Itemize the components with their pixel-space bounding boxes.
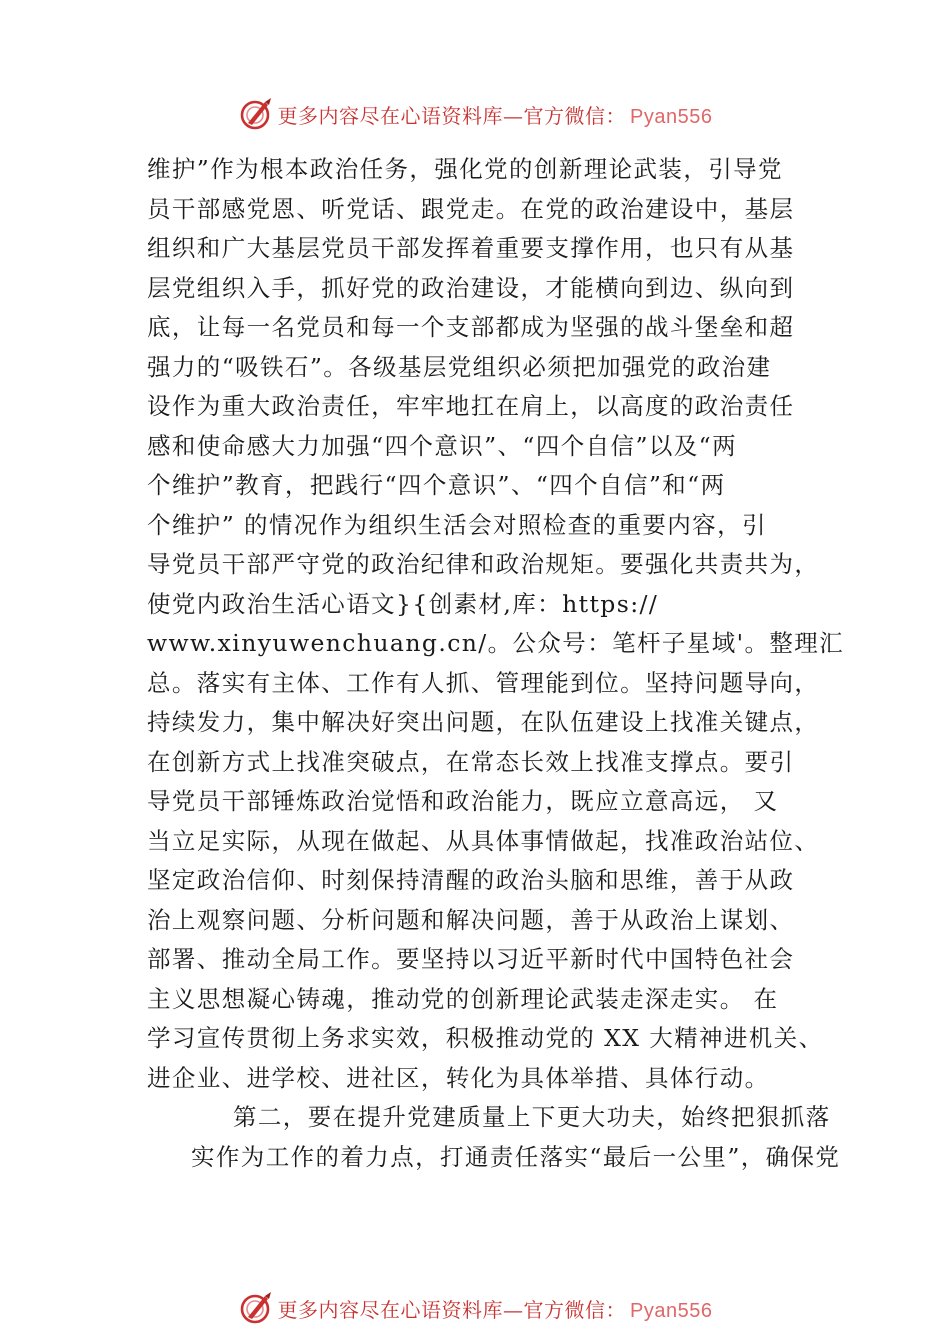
section-heading-line-1: 第二，要在提升党建质量上下更大功夫，始终把狠抓落 — [233, 1103, 831, 1131]
body-line: 维护”作为根本政治任务，强化党的创新理论武装，引导党 — [147, 155, 783, 183]
body-line: 底，让每一名党员和每一个支部都成为坚强的战斗堡垒和超 — [147, 313, 795, 341]
body-line: 持续发力，集中解决好突出问题，在队伍建设上找准关键点， — [147, 708, 820, 736]
body-line: 当立足实际，从现在做起、从具体事情做起，找准政治站位、 — [147, 826, 820, 855]
body-line: 治上观察问题、分析问题和解决问题，善于从政治上谋划、 — [147, 905, 795, 934]
header-banner-text — [278, 100, 713, 129]
quill-seal-icon — [238, 1290, 274, 1326]
header-banner — [0, 94, 950, 134]
body-line: 设作为重大政治责任，牢牢地扛在肩上，以高度的政治责任 — [147, 392, 795, 420]
body-line: 导党员干部锤炼政治觉悟和政治能力，既应立意高远， 又 — [147, 787, 779, 815]
document-body — [147, 150, 845, 1177]
footer-banner — [0, 1288, 950, 1328]
body-line: 强力的“吸铁石”。各级基层党组织必须把加强党的政治建 — [147, 352, 772, 381]
body-line: 组织和广大基层党员干部发挥着重要支撑作用，也只有从基 — [147, 234, 795, 262]
body-line: www.xinyuwenchuang.cn/。公众号：笔杆子星域'。整理汇 — [147, 629, 845, 657]
body-line: 部署、推动全局工作。要坚持以习近平新时代中国特色社会 — [147, 945, 795, 973]
header-banner-label: 更多内容尽在心语资料库—官方微信： — [277, 103, 627, 128]
body-line: 学习宣传贯彻上务求实效，积极推动党的 XX 大精神进机关、 — [147, 1024, 824, 1052]
body-line: 总。落实有主体、工作有人抓、管理能到位。坚持问题导向， — [147, 668, 820, 697]
body-line: 导党员干部严守党的政治纪律和政治规矩。要强化共责共为， — [147, 550, 820, 578]
body-line: 个维护”教育，把践行“四个意识”、“四个自信”和“两 — [147, 471, 726, 499]
footer-banner-text — [278, 1294, 713, 1323]
body-line: 层党组织入手，抓好党的政治建设，才能横向到边、纵向到 — [147, 273, 795, 302]
body-line: 个维护” 的情况作为组织生活会对照检查的重要内容，引 — [147, 510, 767, 539]
header-wechat-id: Pyan556 — [630, 105, 713, 128]
body-line: 在创新方式上找准突破点，在常态长效上找准支撑点。要引 — [147, 747, 795, 776]
section-heading-line-2: 实作为工作的着力点，打通责任落实“最后一公里”，确保党 — [191, 1142, 841, 1171]
quill-seal-icon — [238, 96, 274, 132]
body-line: 坚定政治信仰、时刻保持清醒的政治头脑和思维，善于从政 — [147, 866, 795, 894]
body-line: 主义思想凝心铸魂，推动党的创新理论武装走深走实。 在 — [147, 984, 779, 1013]
body-line: 使党内政治生活心语文}{创素材,库：https:// — [147, 589, 659, 618]
footer-wechat-id: Pyan556 — [630, 1299, 713, 1322]
body-line: 进企业、进学校、进社区，转化为具体举措、具体行动。 — [147, 1063, 770, 1092]
body-line: 员干部感党恩、听党话、跟党走。在党的政治建设中，基层 — [147, 194, 795, 223]
footer-banner-label: 更多内容尽在心语资料库—官方微信： — [277, 1297, 627, 1322]
body-line: 感和使命感大力加强“四个意识”、“四个自信”以及“两 — [147, 431, 737, 460]
